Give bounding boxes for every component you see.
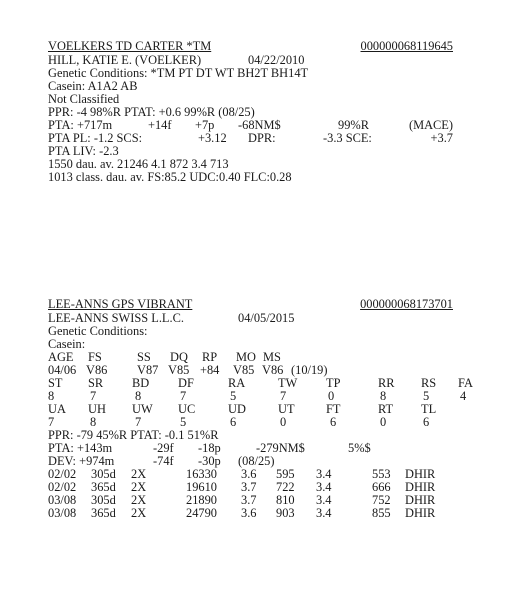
lactation-row: 03/08 305d 2X 21890 3.7 810 3.4 752 DHIR (48, 493, 436, 507)
ppr-line: PPR: -4 98%R PTAT: +0.6 99%R (08/25) (48, 105, 255, 119)
record-voelkers-carter (48, 40, 453, 184)
lactation-row: 02/02 365d 2X 19610 3.7 722 3.4 666 DHIR (48, 480, 436, 494)
pta-line: PTA: +717m +14f +7p -68NM$ 99%R (MACE) (48, 118, 453, 132)
ppr-line: PPR: -79 45%R PTAT: -0.1 51%R (48, 428, 219, 442)
trait-header-row-1: ST SR BD DF RA TW TP RR RS FA (48, 376, 473, 390)
pta-liv-line: PTA LIV: -2.3 (48, 144, 119, 158)
lactation-row: 03/08 365d 2X 24790 3.6 903 3.4 855 DHIR (48, 506, 436, 520)
registration-number: 000000068173701 (360, 297, 453, 311)
owner-name: HILL, KATIE E. (VOELKER) (48, 53, 202, 67)
genetic-conditions: Genetic Conditions: *TM PT DT WT BH2T BH14T (48, 66, 309, 80)
classification-line: Not Classified (48, 92, 120, 106)
trait-header-row-2: UA UH UW UC UD UT FT RT TL (48, 402, 437, 416)
record-header (48, 40, 453, 54)
owner-name: LEE-ANNS SWISS L.L.C. (48, 311, 184, 325)
registration-number: 000000068119645 (360, 39, 453, 53)
record-header (48, 298, 453, 312)
lactation-table (48, 468, 453, 520)
genetic-conditions: Genetic Conditions: (48, 324, 148, 338)
pta-pl-line: PTA PL: -1.2 SCS: +3.12 DPR: -3.3 SCE: +3.7 (48, 131, 453, 145)
lactation-row: 02/02 305d 2X 16330 3.6 595 3.4 553 DHIR (48, 467, 436, 481)
record-date: 04/22/2010 (248, 53, 305, 67)
daughter-average-line: 1550 dau. av. 21246 4.1 872 3.4 713 (48, 157, 229, 171)
record-lee-anns-vibrant (48, 297, 473, 520)
record-date: 04/05/2015 (238, 311, 295, 325)
bull-name: VOELKERS TD CARTER *TM (48, 39, 212, 53)
pta-line: PTA: +143m -29f -18p -279NM$ 5%$ (48, 441, 371, 455)
dev-line: DEV: +974m -74f -30p (08/25) (48, 454, 275, 468)
class-daughter-line: 1013 class. dau. av. FS:85.2 UDC:0.40 FLC:0.28 (48, 170, 292, 184)
score-value-row: 04/06 V86 V87 V85 +84 V85 V86 (10/19) (48, 363, 328, 377)
trait-value-row-1: 8 7 8 7 5 7 0 8 5 4 (48, 389, 467, 403)
score-header-row: AGE FS SS DQ RP MO MS (48, 350, 281, 364)
trait-value-row-2: 7 8 7 5 6 0 6 0 6 (48, 415, 430, 429)
casein-line: Casein: A1A2 AB (48, 79, 138, 93)
casein-line: Casein: (48, 337, 86, 351)
bull-name: LEE-ANNS GPS VIBRANT (48, 297, 193, 311)
